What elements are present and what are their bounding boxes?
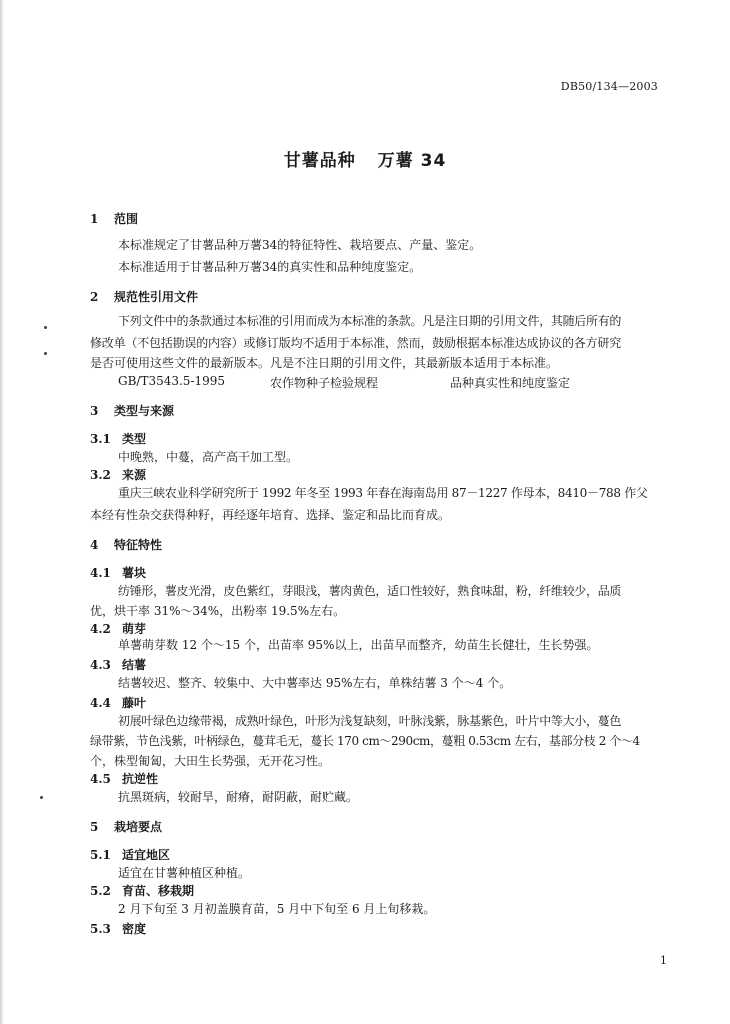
section-2-heading xyxy=(90,288,198,305)
subsection-number: 5.3 xyxy=(90,922,111,936)
section-4-heading xyxy=(90,536,162,553)
section-number: 4 xyxy=(90,538,99,552)
paragraph-line: 初展叶绿色边缘带褐，成熟叶绿色，叶形为浅复缺刻，叶脉浅紫，脉基紫色，叶片中等大小，蔓色 xyxy=(118,714,622,728)
subsection-title: 育苗、移栽期 xyxy=(122,884,195,898)
subsection-number: 3.2 xyxy=(90,468,111,482)
section-title: 栽培要点 xyxy=(114,820,163,834)
subsection-title: 藤叶 xyxy=(122,696,147,710)
paragraph-line: 中晚熟，中蔓，高产高干加工型。 xyxy=(118,450,299,464)
paragraph-line: 抗黑斑病，较耐旱，耐瘠，耐阴蔽，耐贮藏。 xyxy=(118,790,359,804)
subsection-4-5-heading xyxy=(90,770,158,787)
section-title: 规范性引用文件 xyxy=(114,290,199,304)
reference-title: 品种真实性和纯度鉴定 xyxy=(450,376,571,390)
reference-name: 农作物种子检验规程 xyxy=(270,376,379,390)
section-title: 特征特性 xyxy=(114,538,163,552)
subsection-title: 类型 xyxy=(122,432,147,446)
paragraph-line: 优，烘干率 31%～34%，出粉率 19.5%左右。 xyxy=(90,604,346,618)
paragraph-line: 修改单（不包括勘误的内容）或修订版均不适用于本标准，然而，鼓励根据本标准达成协议的各方研究 xyxy=(90,336,622,350)
subsection-number: 4.1 xyxy=(90,566,111,580)
paragraph-line: 重庆三峡农业科学研究所于 1992 年冬至 1993 年春在海南岛用 87－1227 作母本，8410－788 作父 xyxy=(118,486,648,500)
scan-speck xyxy=(44,352,47,355)
subsection-5-1-heading xyxy=(90,846,170,863)
subsection-3-1-heading xyxy=(90,430,146,447)
paragraph-line: 纺锤形，薯皮光滑，皮色紫红，芽眼浅，薯肉黄色，适口性较好，熟食味甜，粉，纤维较少，品质 xyxy=(118,584,622,598)
subsection-title: 薯块 xyxy=(122,566,147,580)
scan-speck xyxy=(44,326,47,329)
section-title: 范围 xyxy=(114,212,139,226)
subsection-title: 适宜地区 xyxy=(122,848,171,862)
section-3-heading xyxy=(90,402,174,419)
reference-code: GB/T3543.5-1995 xyxy=(118,374,226,388)
subsection-number: 4.3 xyxy=(90,658,111,672)
section-number: 3 xyxy=(90,404,99,418)
subsection-number: 4.5 xyxy=(90,772,111,786)
paragraph-line: 绿带紫，节色浅紫，叶柄绿色，蔓茸毛无，蔓长 170 cm～290cm，蔓粗 0.53cm 左右，基部分枝 2 个～4 xyxy=(90,734,640,748)
scan-speck xyxy=(40,796,43,799)
paragraph-line: 适宜在甘薯种植区种植。 xyxy=(118,866,251,880)
paragraph-line: 结薯较迟、整齐、较集中、大中薯率达 95%左右，单株结薯 3 个～4 个。 xyxy=(118,676,512,690)
subsection-title: 结薯 xyxy=(122,658,147,672)
section-5-heading xyxy=(90,818,162,835)
subsection-4-3-heading xyxy=(90,656,146,673)
subsection-title: 萌芽 xyxy=(122,622,147,636)
title-part-1: 甘薯品种 xyxy=(283,151,356,171)
subsection-number: 3.1 xyxy=(90,432,111,446)
paragraph-line: 本经有性杂交获得种籽，再经逐年培育、选择、鉴定和品比而育成。 xyxy=(90,508,451,522)
section-number: 2 xyxy=(90,290,99,304)
subsection-number: 5.2 xyxy=(90,884,111,898)
paragraph-line: 是否可使用这些文件的最新版本。凡是不注日期的引用文件，其最新版本适用于本标准。 xyxy=(90,356,559,370)
paragraph-line: 个，株型匍匐，大田生长势强，无开花习性。 xyxy=(90,754,331,768)
title-part-2: 万薯 34 xyxy=(377,151,447,171)
subsection-4-2-heading xyxy=(90,620,146,637)
section-number: 5 xyxy=(90,820,99,834)
page-number: 1 xyxy=(660,954,667,967)
subsection-number: 4.2 xyxy=(90,622,111,636)
subsection-number: 4.4 xyxy=(90,696,111,710)
subsection-title: 抗逆性 xyxy=(122,772,159,786)
subsection-4-4-heading xyxy=(90,694,146,711)
paragraph-line: 下列文件中的条款通过本标准的引用而成为本标准的条款。凡是注日期的引用文件，其随后所有的 xyxy=(118,314,622,328)
subsection-number: 5.1 xyxy=(90,848,111,862)
subsection-3-2-heading xyxy=(90,466,146,483)
subsection-5-3-heading xyxy=(90,920,146,937)
subsection-4-1-heading xyxy=(90,564,146,581)
paragraph-line: 本标准规定了甘薯品种万薯34的特征特性、栽培要点、产量、鉴定。 xyxy=(118,238,482,252)
subsection-title: 来源 xyxy=(122,468,147,482)
section-number: 1 xyxy=(90,212,99,226)
document-number: DB50/134—2003 xyxy=(560,80,658,93)
section-1-heading xyxy=(90,210,138,227)
paragraph-line: 2 月下旬至 3 月初盖膜育苗，5 月中下旬至 6 月上旬移栽。 xyxy=(118,902,436,916)
section-title: 类型与来源 xyxy=(114,404,175,418)
paragraph-line: 本标准适用于甘薯品种万薯34的真实性和品种纯度鉴定。 xyxy=(118,260,422,274)
subsection-title: 密度 xyxy=(122,922,147,936)
subsection-5-2-heading xyxy=(90,882,194,899)
paragraph-line: 单薯萌芽数 12 个～15 个，出苗率 95%以上，出苗早而整齐，幼苗生长健壮，生长势强。 xyxy=(118,638,599,652)
document-title xyxy=(0,146,730,171)
